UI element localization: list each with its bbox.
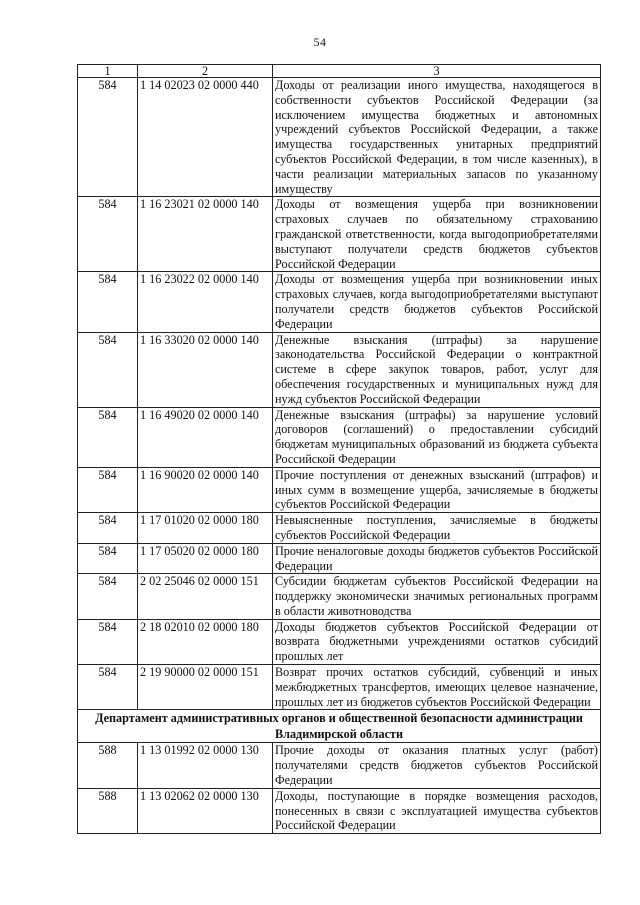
admin-code-cell: 584 <box>78 665 138 710</box>
revenue-code-cell: 1 13 01992 02 0000 130 <box>138 743 273 788</box>
column-header-1: 1 <box>78 65 138 78</box>
description-cell: Доходы бюджетов субъектов Российской Федерации от возврата бюджетными учреждениями остатков субсидий прошлых лет <box>273 619 601 664</box>
page-number: 54 <box>313 35 327 49</box>
table-row <box>78 743 601 788</box>
description-cell: Доходы от реализации иного имущества, находящегося в собственности субъектов Российской Федерации (за исключением имущества бюджетных и автономных учреждений субъектов Российской Федерации, а также имущества государственных унитарных предприятий субъектов Российской Федерации, в том числе казенных), в части реализации материальных запасов по указанному имуществу <box>273 78 601 197</box>
description-cell: Невыясненные поступления, зачисляемые в бюджеты субъектов Российской Федерации <box>273 513 601 544</box>
admin-code-cell: 584 <box>78 272 138 332</box>
revenue-codes-table <box>77 64 601 834</box>
revenue-code-cell: 1 16 90020 02 0000 140 <box>138 467 273 512</box>
table-row <box>78 619 601 664</box>
admin-code-cell: 584 <box>78 332 138 407</box>
table-row <box>78 513 601 544</box>
revenue-code-cell: 1 16 23021 02 0000 140 <box>138 197 273 272</box>
description-cell: Доходы от возмещения ущерба при возникновении страховых случаев по обязательному страхованию гражданской ответственности, когда выгодоприобретателями выступают получатели средств бюджетов субъектов Российской Федерации <box>273 197 601 272</box>
revenue-code-cell: 1 16 49020 02 0000 140 <box>138 407 273 467</box>
admin-code-cell: 588 <box>78 743 138 788</box>
department-section-title: Департамент административных органов и общественной безопасности администрации Владимирской области <box>78 710 601 743</box>
description-cell: Прочие доходы от оказания платных услуг (работ) получателями средств бюджетов субъектов Российской Федерации <box>273 743 601 788</box>
table-row <box>78 574 601 619</box>
description-cell: Прочие поступления от денежных взысканий (штрафов) и иных сумм в возмещение ущерба, зачисляемые в бюджеты субъектов Российской Федерации <box>273 467 601 512</box>
description-cell: Субсидии бюджетам субъектов Российской Федерации на поддержку экономически значимых региональных программ в области животноводства <box>273 574 601 619</box>
table-row <box>78 78 601 197</box>
admin-code-cell: 584 <box>78 619 138 664</box>
revenue-code-cell: 1 16 33020 02 0000 140 <box>138 332 273 407</box>
table-row <box>78 665 601 710</box>
revenue-code-cell: 1 13 02062 02 0000 130 <box>138 788 273 833</box>
table-row <box>78 332 601 407</box>
revenue-code-cell: 1 17 05020 02 0000 180 <box>138 543 273 574</box>
admin-code-cell: 588 <box>78 788 138 833</box>
revenue-code-cell: 2 02 25046 02 0000 151 <box>138 574 273 619</box>
table-header-row <box>78 65 601 78</box>
description-cell: Денежные взыскания (штрафы) за нарушение законодательства Российской Федерации о контрактной системе в сфере закупок товаров, работ, услуг для обеспечения государственных и муниципальных нужд для нужд субъектов Российской Федерации <box>273 332 601 407</box>
admin-code-cell: 584 <box>78 78 138 197</box>
revenue-code-cell: 2 19 90000 02 0000 151 <box>138 665 273 710</box>
admin-code-cell: 584 <box>78 197 138 272</box>
admin-code-cell: 584 <box>78 513 138 544</box>
table-row <box>78 272 601 332</box>
description-cell: Прочие неналоговые доходы бюджетов субъектов Российской Федерации <box>273 543 601 574</box>
description-cell: Возврат прочих остатков субсидий, субвенций и иных межбюджетных трансфертов, имеющих целевое назначение, прошлых лет из бюджетов субъектов Российской Федерации <box>273 665 601 710</box>
table-row <box>78 467 601 512</box>
revenue-code-cell: 1 17 01020 02 0000 180 <box>138 513 273 544</box>
table-row <box>78 407 601 467</box>
section-header-row <box>78 710 601 743</box>
revenue-code-cell: 1 14 02023 02 0000 440 <box>138 78 273 197</box>
description-cell: Доходы от возмещения ущерба при возникновении иных страховых случаев, когда выгодоприобретателями выступают получатели средств бюджетов субъектов Российской Федерации <box>273 272 601 332</box>
admin-code-cell: 584 <box>78 467 138 512</box>
table-row <box>78 543 601 574</box>
admin-code-cell: 584 <box>78 574 138 619</box>
revenue-code-cell: 1 16 23022 02 0000 140 <box>138 272 273 332</box>
description-cell: Доходы, поступающие в порядке возмещения расходов, понесенных в связи с эксплуатацией имущества субъектов Российской Федерации <box>273 788 601 833</box>
description-cell: Денежные взыскания (штрафы) за нарушение условий договоров (соглашений) о предоставлении субсидий бюджетам муниципальных образований из бюджета субъекта Российской Федерации <box>273 407 601 467</box>
admin-code-cell: 584 <box>78 407 138 467</box>
table-row <box>78 197 601 272</box>
admin-code-cell: 584 <box>78 543 138 574</box>
column-header-3: 3 <box>273 65 601 78</box>
table-row <box>78 788 601 833</box>
revenue-code-cell: 2 18 02010 02 0000 180 <box>138 619 273 664</box>
column-header-2: 2 <box>138 65 273 78</box>
